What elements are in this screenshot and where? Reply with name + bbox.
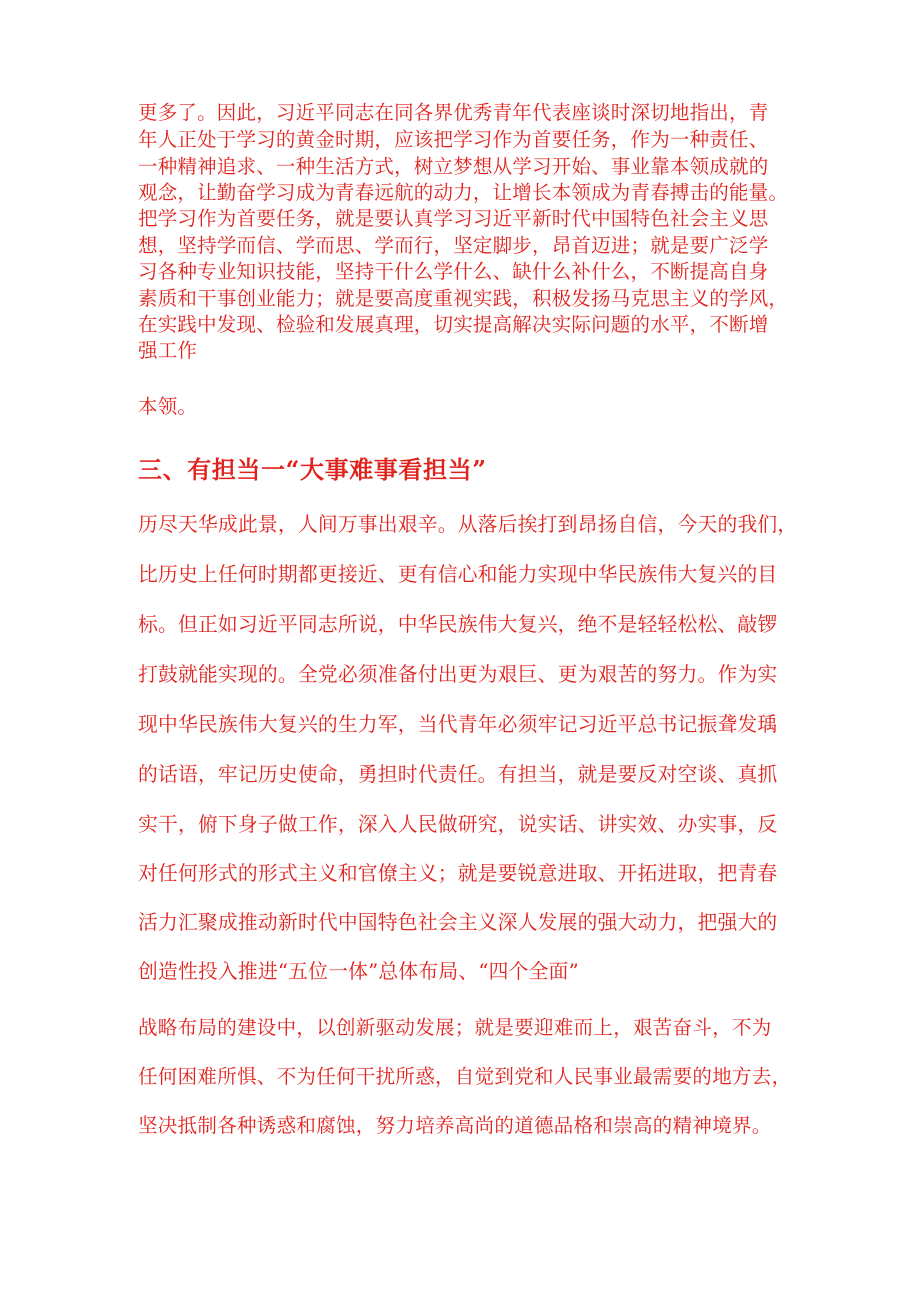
paragraph-line: 更多了。因此，习近平同志在同各界优秀青年代表座谈时深切地指出，青 — [138, 101, 769, 124]
section-heading: 三、有担当一“大事难事看担当” — [138, 455, 487, 484]
paragraph-line: 强工作 — [138, 339, 198, 362]
paragraph-line: 坚决抵制各种诱惑和腐蚀，努力培养高尚的道德品格和崇高的精神境界。 — [138, 1114, 772, 1137]
paragraph-line: 标。但正如习近平同志所说，中华民族伟大复兴，绝不是轻轻松松、敲锣 — [138, 613, 778, 636]
paragraph-tail: 本领。 — [138, 395, 198, 418]
paragraph-line: 现中华民族伟大复兴的生力军，当代青年必须牢记习近平总书记振聋发瑀 — [138, 713, 778, 736]
paragraph-line: 观念，让勤奋学习成为青春远航的动力，让增长本领成为青春搏击的能量。 — [138, 181, 789, 204]
paragraph-line: 的话语，牢记历史使命，勇担时代责任。有担当，就是要反对空谈、真抓 — [138, 763, 778, 786]
paragraph-line: 对任何形式的形式主义和官僚主义；就是要锐意进取、开拓进取，把青春 — [138, 862, 778, 885]
paragraph-line: 在实践中发现、检验和发展真理，切实提高解决实际问题的水平，不断增 — [138, 313, 769, 336]
paragraph-line: 实干，俯下身子做工作，深入人民做研究，说实话、讲实效、办实事，反 — [138, 813, 778, 836]
paragraph-line: 创造性投入推进“五位一体”总体布局、“四个全面” — [138, 960, 579, 983]
paragraph-line: 比历史上任何时期都更接近、更有信心和能力实现中华民族伟大复兴的目 — [138, 563, 778, 586]
paragraph-line: 一种精神追求、一种生活方式，树立梦想从学习开始、事业靠本领成就的 — [138, 155, 769, 178]
paragraph-line: 把学习作为首要任务，就是要认真学习习近平新时代中国特色社会主义思 — [138, 207, 769, 230]
paragraph-line: 活力汇聚成推动新时代中国特色社会主义深人发展的强大动力，把强大的 — [138, 911, 778, 934]
paragraph-line: 打鼓就能实现的。全党必须准备付出更为艰巨、更为艰苦的努力。作为实 — [138, 663, 778, 686]
paragraph-line: 年人正处于学习的黄金时期，应该把学习作为首要任务，作为一种责任、 — [138, 128, 769, 151]
paragraph-line: 战略布局的建设中，以创新驱动发展；就是要迎难而上，艰苦奋斗，不为 — [138, 1016, 772, 1039]
paragraph-line: 任何困难所惧、不为任何干扰所惑，自觉到党和人民事业最需要的地方去， — [138, 1065, 792, 1088]
paragraph-line: 历尽天华成此景，人间万事出艰辛。从落后挨打到昂扬自信，今天的我们， — [138, 513, 798, 536]
paragraph-line: 素质和干事创业能力；就是要高度重视实践，积极发扬马克思主义的学风， — [138, 287, 789, 310]
paragraph-line: 习各种专业知识技能，坚持干什么学什么、缺什么补什么，不断提高自身 — [138, 260, 769, 283]
paragraph-line: 想，坚持学而信、学而思、学而行，坚定脚步，昂首迈进；就是要广泛学 — [138, 234, 769, 257]
